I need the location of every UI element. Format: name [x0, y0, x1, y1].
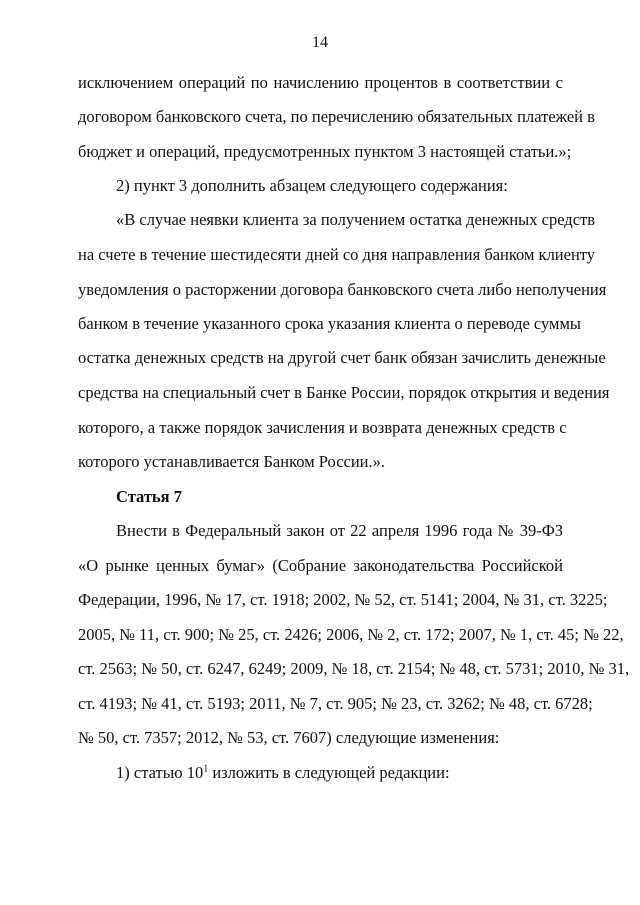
page-number: 14 — [312, 34, 328, 51]
text-line: «О рынке ценных бумаг» (Собрание законодательства Российской — [78, 556, 563, 575]
text-line: Федерации, 1996, № 17, ст. 1918; 2002, № 52, ст. 5141; 2004, № 31, ст. 3225; — [78, 590, 608, 609]
text-line: № 50, ст. 7357; 2012, № 53, ст. 7607) следующие изменения: — [78, 728, 500, 747]
text-line: банком в течение указанного срока указания клиента о переводе суммы — [78, 314, 582, 333]
text-line: 2) пункт 3 дополнить абзацем следующего содержания: — [116, 176, 508, 195]
text-line — [116, 762, 563, 784]
text-line: ст. 4193; № 41, ст. 5193; 2011, № 7, ст. 905; № 23, ст. 3262; № 48, ст. 6728; — [78, 694, 593, 713]
text-line: исключением операций по начислению процентов в соответствии с — [78, 73, 563, 92]
text-line: 2005, № 11, ст. 900; № 25, ст. 2426; 2006, № 2, ст. 172; 2007, № 1, ст. 45; № 22, — [78, 625, 624, 644]
text-line: Внести в Федеральный закон от 22 апреля 1996 года № 39-ФЗ — [116, 521, 563, 540]
text-line: «В случае неявки клиента за получением остатка денежных средств — [116, 210, 596, 229]
text-line: ст. 2563; № 50, ст. 6247, 6249; 2009, № 18, ст. 2154; № 48, ст. 5731; 2010, № 31, — [78, 659, 630, 678]
text-line: которого, а также порядок зачисления и возврата денежных средств с — [78, 418, 567, 437]
text-segment: изложить в следующей редакции: — [208, 763, 450, 782]
text-line: которого устанавливается Банком России.». — [78, 452, 385, 471]
text-line: уведомления о расторжении договора банковского счета либо неполучения — [78, 280, 607, 299]
text-line: бюджет и операций, предусмотренных пунктом 3 настоящей статьи.»; — [78, 142, 572, 161]
article-heading: Статья 7 — [116, 487, 182, 506]
text-line: на счете в течение шестидесяти дней со дня направления банком клиенту — [78, 245, 596, 264]
text-segment: 1) статью 10 — [116, 763, 204, 782]
superscript: 1 — [203, 763, 209, 775]
text-line: договором банковского счета, по перечислению обязательных платежей в — [78, 107, 595, 126]
text-line: средства на специальный счет в Банке России, порядок открытия и ведения — [78, 383, 610, 402]
text-line: остатка денежных средств на другой счет банк обязан зачислить денежные — [78, 348, 606, 367]
